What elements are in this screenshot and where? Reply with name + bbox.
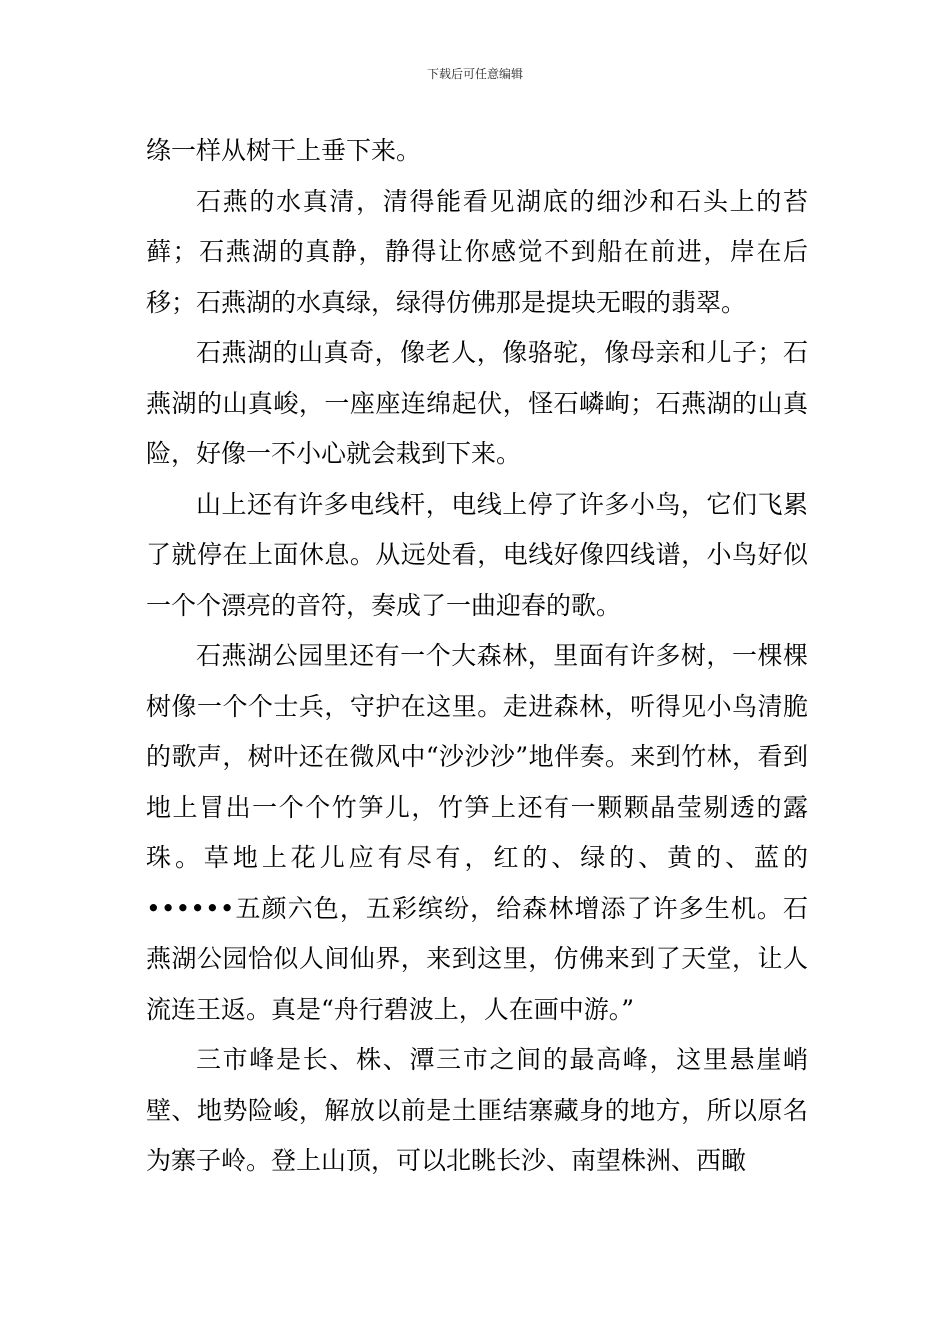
paragraph-1: 绦一样从树干上垂下来。: [146, 136, 422, 165]
paragraph-6: 三市峰是长、株、潭三市之间的最高峰，这里悬崖峭壁、地势险峻，解放以前是土匪结寨藏身的地方，所以原名为寨子岭。登上山顶，可以北眺长沙、南望株洲、西瞰: [146, 1045, 808, 1175]
paragraph-4: 山上还有许多电线杆，电线上停了许多小鸟，它们飞累了就停在上面休息。从远处看，电线好像四线谱，小鸟好似一个个漂亮的音符，奏成了一曲迎春的歌。: [146, 489, 808, 620]
paragraph-3: 石燕湖的山真奇，像老人，像骆驼，像母亲和儿子；石燕湖的山真峻，一座座连绵起伏，怪石嶙峋；石燕湖的山真险，好像一不小心就会栽到下来。: [146, 338, 808, 468]
page-header-note: 下载后可任意编辑: [426, 67, 523, 81]
paragraph-5: 石燕湖公园里还有一个大森林，里面有许多树，一棵棵树像一个个士兵，守护在这里。走进森林，听得见小鸟清脆的歌声，树叶还在微风中“沙沙沙”地伴奏。来到竹林，看到地上冒出一个个竹笋儿，竹笋上还有一颗颗晶莹剔透的露珠。草地上花儿应有尽有，红的、绿的、黄的、蓝的••••••五颜六色，五彩缤纷，给森林增添了许多生机。石燕湖公园恰似人间仙界，来到这里，仿佛来到了天堂，让人流连王返。真是“舟行碧波上，人在画中游。”: [146, 641, 808, 1024]
paragraph-2: 石燕的水真清，清得能看见湖底的细沙和石头上的苔藓；石燕湖的真静，静得让你感觉不到船在前进，岸在后移；石燕湖的水真绿，绿得仿佛那是提块无暇的翡翠。: [146, 186, 808, 317]
document-body: [146, 126, 808, 1187]
